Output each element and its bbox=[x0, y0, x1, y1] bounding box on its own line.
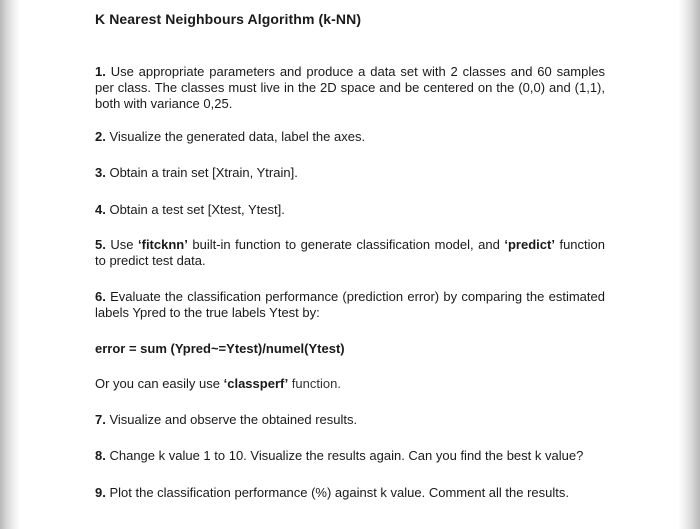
task-number: 1. bbox=[95, 64, 106, 79]
document-title: K Nearest Neighbours Algorithm (k-NN) bbox=[95, 11, 362, 27]
function-name-classperf: ‘classperf’ bbox=[223, 376, 289, 391]
task-text-start: Use bbox=[110, 237, 138, 252]
task-number: 7. bbox=[95, 412, 106, 427]
classperf-note bbox=[95, 376, 605, 392]
task-item-2 bbox=[95, 129, 605, 145]
task-number: 8. bbox=[95, 448, 106, 463]
note-text-end: function. bbox=[288, 376, 341, 391]
task-item-8 bbox=[95, 448, 605, 464]
task-number: 5. bbox=[95, 237, 106, 252]
task-number: 9. bbox=[95, 485, 106, 500]
right-edge-shadow bbox=[678, 0, 700, 529]
task-number: 2. bbox=[95, 129, 106, 144]
task-item-1 bbox=[95, 64, 605, 112]
error-formula: error = sum (Ypred~=Ytest)/numel(Ytest) bbox=[95, 341, 345, 356]
task-text: Visualize the generated data, label the axes. bbox=[109, 129, 366, 144]
task-text: Evaluate the classification performance (prediction error) by comparing the estimated labels Ypred to the true labels Ytest by: bbox=[95, 289, 605, 320]
document-body bbox=[95, 0, 610, 529]
task-number: 4. bbox=[95, 202, 106, 217]
function-name-fitcknn: ‘fitcknn’ bbox=[138, 237, 188, 252]
task-text: Obtain a train set [Xtrain, Ytrain]. bbox=[109, 165, 298, 180]
note-text-start: Or you can easily use bbox=[95, 376, 224, 391]
task-text: Obtain a test set [Xtest, Ytest]. bbox=[109, 202, 285, 217]
task-number: 6. bbox=[95, 289, 106, 304]
task-number: 3. bbox=[95, 165, 106, 180]
task-item-5 bbox=[95, 237, 605, 269]
function-name-predict: ‘predict’ bbox=[504, 237, 555, 252]
left-edge-shadow bbox=[0, 0, 20, 529]
task-text-end: function to predict test data. bbox=[95, 237, 605, 268]
task-text: Visualize and observe the obtained results. bbox=[109, 412, 358, 427]
task-item-9 bbox=[95, 485, 605, 501]
task-item-6 bbox=[95, 289, 605, 321]
task-text: Use appropriate parameters and produce a data set with 2 classes and 60 samples per class. The classes must live in the 2D space and be centered on the (0,0) and (1,1), both with variance 0,25. bbox=[95, 64, 605, 111]
task-item-7 bbox=[95, 412, 605, 428]
task-text: Change k value 1 to 10. Visualize the results again. Can you find the best k value? bbox=[109, 448, 584, 463]
task-text-middle: built-in function to generate classification model, and bbox=[187, 237, 505, 252]
task-text: Plot the classification performance (%) against k value. Comment all the results. bbox=[109, 485, 570, 500]
task-item-4 bbox=[95, 202, 605, 218]
task-item-3 bbox=[95, 165, 605, 181]
